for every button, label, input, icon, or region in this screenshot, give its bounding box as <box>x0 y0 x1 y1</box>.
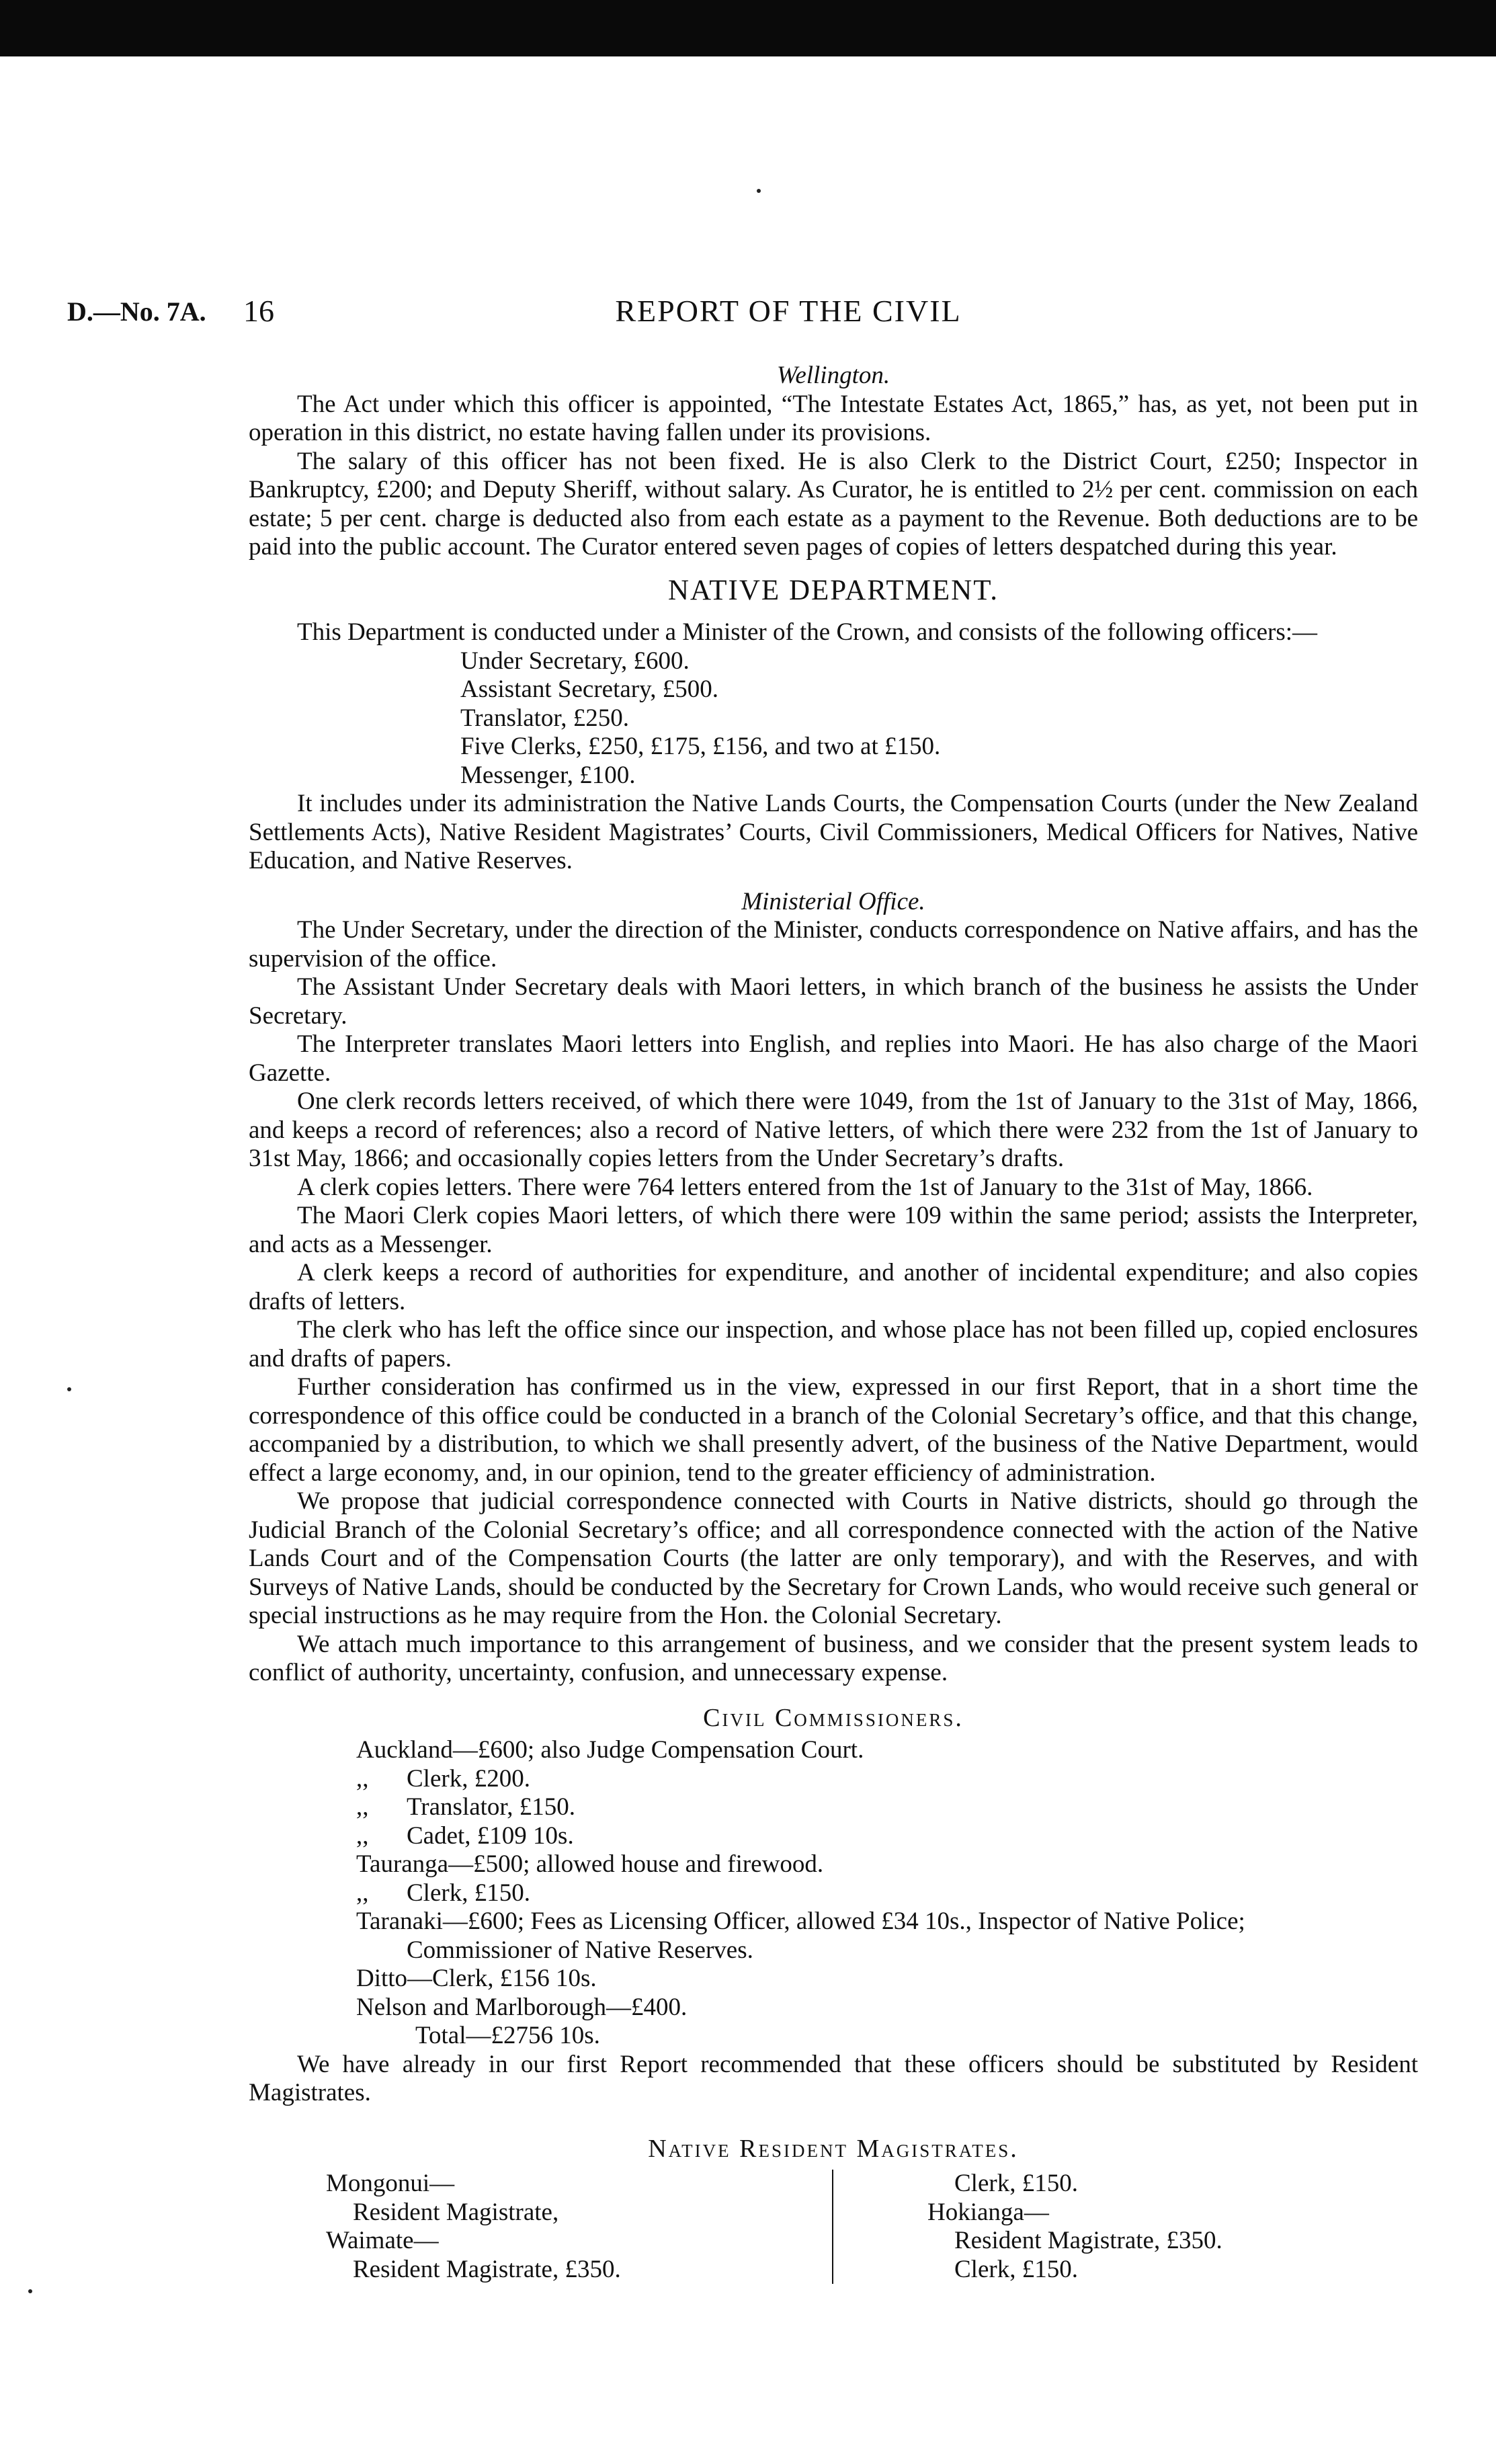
paragraph: The Act under which this officer is appointed, “The Intestate Estates Act, 1865,” has, as yet, not been put in operation in this district, no estate having fallen under its provisions. <box>249 390 1418 446</box>
paragraph: It includes under its administration the Native Lands Courts, the Compensation Courts (under the New Zealand Settlements Acts), Native Resident Magistrates’ Courts, Civil Commissioners, Medical Officers for Natives, Native Education, and Native Reserves. <box>249 790 1418 874</box>
paragraph: The Assistant Under Secretary deals with Maori letters, in which branch of the business he assists the Under Secretary. <box>249 973 1418 1030</box>
speck-mark <box>28 2289 32 2293</box>
section-heading-wellington: Wellington. <box>776 362 890 389</box>
paragraph: The Maori Clerk copies Maori letters, of which there were 109 within the same period; assists the Interpreter, and acts as a Messenger. <box>249 1202 1418 1258</box>
paragraph: A clerk copies letters. There were 764 letters entered from the 1st of January to the 31st of May, 1866. <box>297 1173 1313 1201</box>
section-heading-native-resident-magistrates: Native Resident Magistrates. <box>648 2134 1019 2163</box>
top-black-band <box>0 0 1496 56</box>
list-item: Clerk, £150. <box>954 2170 1078 2197</box>
list-item: ,, Clerk, £200. <box>356 1764 530 1793</box>
section-heading-ministerial-office: Ministerial Office. <box>741 887 925 915</box>
section-heading-native-department: NATIVE DEPARTMENT. <box>667 574 999 606</box>
paragraph: A clerk keeps a record of authorities for expenditure, and another of incidental expenditure; and also copies drafts of letters. <box>249 1259 1418 1315</box>
paragraph: We have already in our first Report recommended that these officers should be substituted by Resident Magistrates. <box>249 2050 1418 2106</box>
ditto-mark: ,, <box>356 1793 369 1821</box>
list-item: Five Clerks, £250, £175, £156, and two at £150. <box>460 733 941 760</box>
list-item: Hokianga— <box>927 2198 1049 2226</box>
list-item: Clerk, £150. <box>954 2255 1078 2283</box>
paragraph: Further consideration has confirmed us in the view, expressed in our first Report, that in a short time the correspondence of this office could be conducted in a branch of the Colonial Secretary’s office, and that this change, accompanied by a distribution, to which we shall presently advert, of the business of the Native Department, would effect a large economy, and, in our opinion, tend to the greater efficiency of administration. <box>249 1373 1418 1487</box>
total-line: Total—£2756 10s. <box>415 2022 600 2049</box>
list-item: Commissioner of Native Reserves. <box>407 1936 753 1964</box>
list-item: Under Secretary, £600. <box>460 647 690 675</box>
ditto-mark: ,, <box>356 1821 369 1850</box>
list-item: Ditto—Clerk, £156 10s. <box>356 1965 597 1992</box>
magistrates-table <box>249 2170 1418 2284</box>
paragraph: One clerk records letters received, of which there were 1049, from the 1st of January to the 31st of May, 1866, and keeps a record of references; also a record of Native letters, of which there were 232 from the 1st of January to 31st May, 1866; and occasionally copies letters from the Under Secretary’s drafts. <box>249 1087 1418 1172</box>
running-title: REPORT OF THE CIVIL <box>615 294 962 328</box>
list-item: ,, Clerk, £150. <box>356 1879 530 1907</box>
civil-commissioners-list <box>356 1736 1418 2051</box>
speck-mark <box>67 1387 71 1391</box>
ditto-mark: ,, <box>356 1764 369 1793</box>
document-reference: D.—No. 7A. <box>67 296 206 327</box>
paragraph: This Department is conducted under a Minister of the Crown, and consists of the following officers:— <box>297 618 1318 646</box>
speck-mark <box>757 189 761 193</box>
list-item: Translator, £250. <box>460 704 630 732</box>
list-item: Messenger, £100. <box>460 761 636 789</box>
paragraph: The clerk who has left the office since our inspection, and whose place has not been filled up, copied enclosures and drafts of papers. <box>249 1316 1418 1372</box>
magistrates-left-column <box>249 2170 833 2284</box>
section-heading-civil-commissioners: Civil Commissioners. <box>703 1703 964 1732</box>
list-item: Assistant Secretary, £500. <box>460 675 718 703</box>
paragraph: The Interpreter translates Maori letters into English, and replies into Maori. He has also charge of the Maori Gazette. <box>249 1030 1418 1087</box>
list-item: Resident Magistrate, £350. <box>954 2227 1222 2254</box>
paragraph: The Under Secretary, under the direction of the Minister, conducts correspondence on Native affairs, and has the supervision of the office. <box>249 916 1418 973</box>
list-item: Resident Magistrate, £350. <box>353 2255 621 2283</box>
list-item: Resident Magistrate, <box>353 2198 559 2226</box>
list-item: ,, Cadet, £109 10s. <box>356 1821 574 1850</box>
ditto-mark: ,, <box>356 1879 369 1907</box>
paragraph: The salary of this officer has not been fixed. He is also Clerk to the District Court, £250; Inspector in Bankruptcy, £200; and Deputy Sheriff, without salary. As Curator, he is entitled to 2½ per cent. commission on each estate; 5 per cent. charge is deducted also from each estate as a payment to the Revenue. Both deductions are to be paid into the public account. The Curator entered seven pages of copies of letters despatched during this year. <box>249 447 1418 561</box>
list-item: Auckland—£600; also Judge Compensation Court. <box>356 1736 864 1764</box>
paragraph: We attach much importance to this arrangement of business, and we consider that the present system leads to conflict of authority, uncertainty, confusion, and unnecessary expense. <box>249 1630 1418 1686</box>
list-item: Mongonui— <box>326 2170 455 2197</box>
page-number: 16 <box>243 294 274 328</box>
paragraph: We propose that judicial correspondence connected with Courts in Native districts, should go through the Judicial Branch of the Colonial Secretary’s office; and all correspondence connected with the action of the Native Lands Court and of the Compensation Courts (the latter are only temporary), and with the Reserves, and with Surveys of Native Lands, should be conducted by the Secretary for Crown Lands, who would receive such general or special instructions as he may require from the Hon. the Colonial Secretary. <box>249 1487 1418 1629</box>
list-item: Nelson and Marlborough—£400. <box>356 1993 688 2021</box>
officer-list <box>460 647 1418 790</box>
list-item: ,, Translator, £150. <box>356 1793 576 1821</box>
magistrates-right-column <box>833 2170 1418 2284</box>
list-item: Tauranga—£500; allowed house and firewood. <box>356 1850 824 1878</box>
document-body <box>249 362 1418 2284</box>
list-item: Waimate— <box>326 2227 439 2254</box>
list-item: Taranaki—£600; Fees as Licensing Officer, allowed £34 10s., Inspector of Native Police; <box>356 1907 1245 1935</box>
